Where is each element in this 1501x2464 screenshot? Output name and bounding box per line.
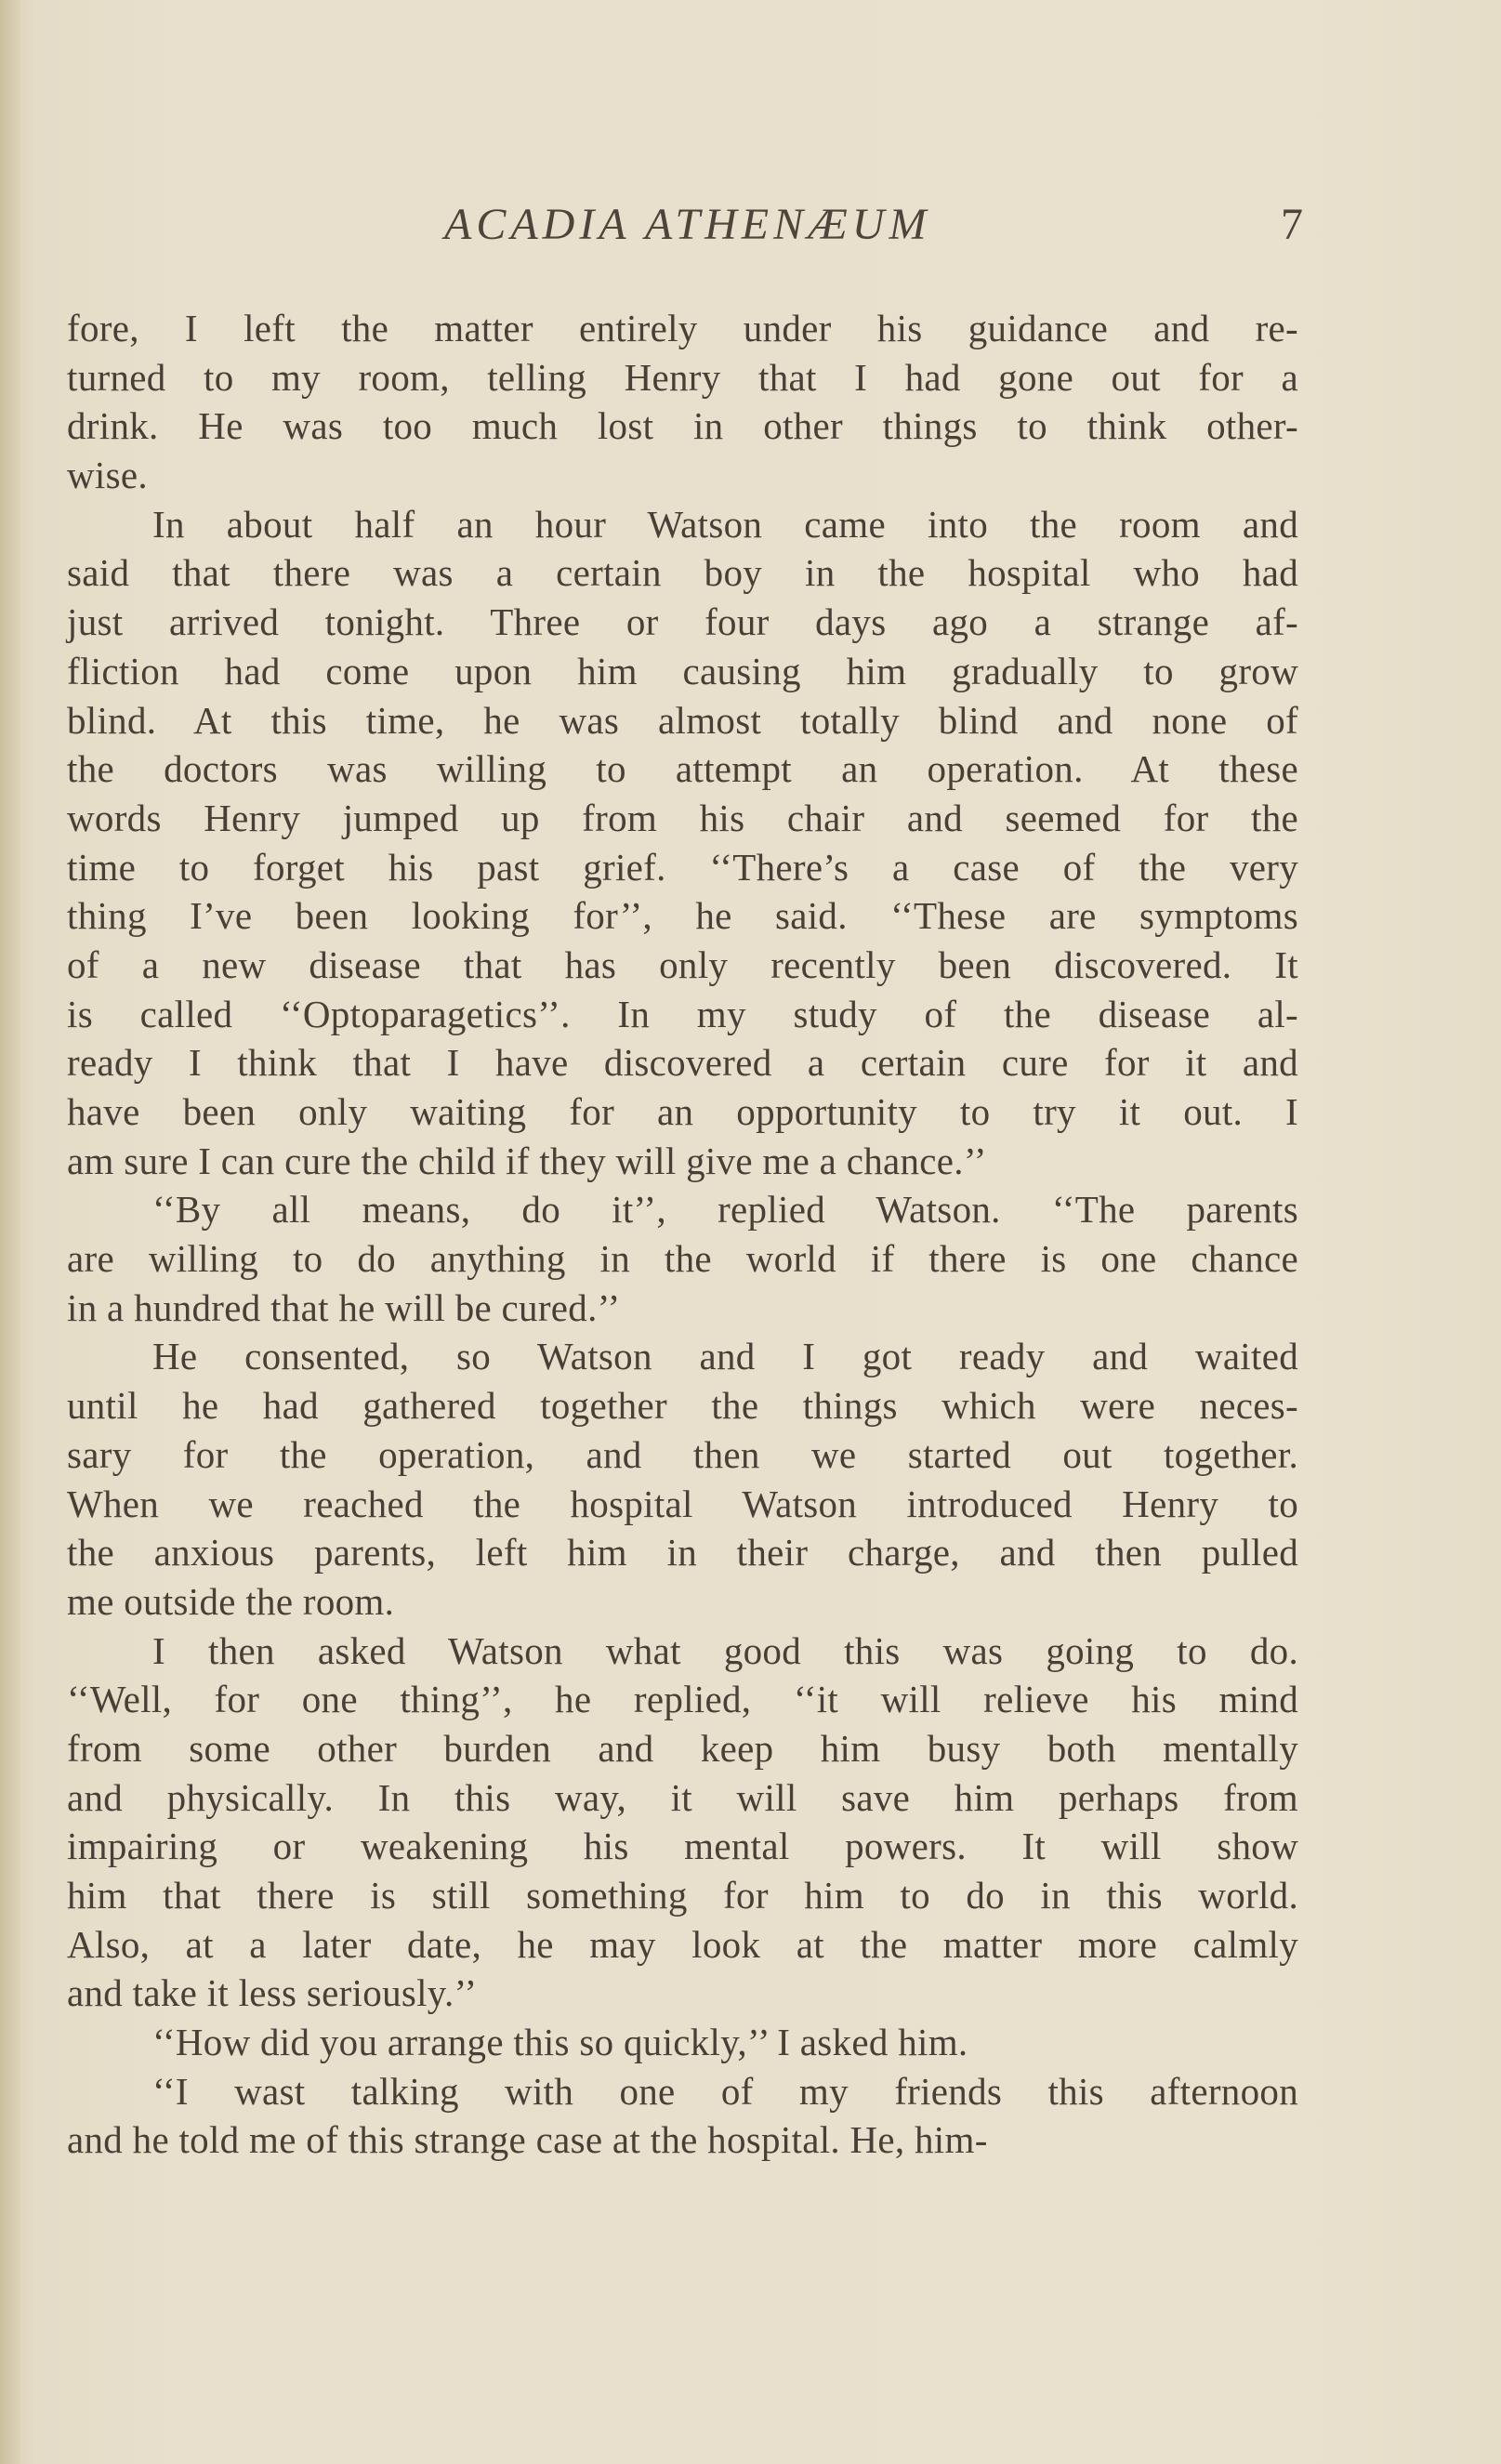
text-line: me outside the room.	[67, 1579, 395, 1623]
text-line: ‘‘How did you arrange this so quickly,’’ I asked him.	[152, 2021, 968, 2064]
text-line: drink. He was too much lost in other things to think other-	[67, 404, 1298, 448]
text-line: When we reached the hospital Watson introduced Henry to	[67, 1482, 1298, 1525]
text-line: and he told me of this strange case at the hospital. He, him-	[67, 2118, 988, 2162]
text-line: am sure I can cure the child if they will give me a chance.’’	[67, 1139, 987, 1182]
text-line: and take it less seriously.’’	[67, 1971, 478, 2015]
text-line: turned to my room, telling Henry that I had gone out for a	[67, 355, 1298, 399]
text-line: from some other burden and keep him busy both mentally	[67, 1726, 1298, 1770]
text-line: the doctors was willing to attempt an operation. At these	[67, 747, 1298, 791]
text-line: is called ‘‘Optoparagetics’’. In my study of the disease al-	[67, 992, 1298, 1035]
text-line: blind. At this time, he was almost totally blind and none of	[67, 698, 1298, 742]
text-line: sary for the operation, and then we started out together.	[67, 1432, 1298, 1476]
body-text	[67, 304, 1298, 2165]
paragraph	[67, 304, 1298, 500]
text-line: ready I think that I have discovered a certain cure for it and	[67, 1041, 1298, 1085]
text-line: in a hundred that he will be cured.’’	[67, 1285, 621, 1329]
text-line: impairing or weakening his mental powers. It will show	[67, 1825, 1298, 1868]
text-line: ‘‘I wast talking with one of my friends this afternoon	[152, 2069, 1298, 2113]
text-line: have been only waiting for an opportunity to try it out. I	[67, 1090, 1298, 1133]
paragraph	[67, 500, 1298, 1186]
text-line: until he had gathered together the things which were neces-	[67, 1384, 1298, 1428]
text-line: just arrived tonight. Three or four days ago a strange af-	[67, 600, 1298, 644]
text-line: him that there is still something for him to do in this world.	[67, 1874, 1298, 1917]
text-line: and physically. In this way, it will save him perhaps from	[67, 1775, 1298, 1819]
paragraph	[67, 2018, 1298, 2067]
paragraph	[67, 1185, 1298, 1332]
text-line: Also, at a later date, he may look at the matter more calmly	[67, 1922, 1298, 1966]
text-line: ‘‘Well, for one thing’’, he replied, ‘‘it will relieve his mind	[67, 1678, 1298, 1721]
running-head-title: ACADIA ATHENÆUM	[444, 200, 931, 249]
text-line: In about half an hour Watson came into the room and	[152, 502, 1298, 546]
text-line: I then asked Watson what good this was going to do.	[152, 1628, 1298, 1672]
text-line: thing I’ve been looking for’’, he said. ‘‘These are symptoms	[67, 894, 1298, 938]
running-head	[0, 199, 1501, 264]
text-line: ‘‘By all means, do it’’, replied Watson. ‘‘The parents	[152, 1188, 1298, 1232]
page-number: 7	[1281, 200, 1303, 249]
paragraph	[67, 2067, 1298, 2165]
page-spine-edge	[0, 0, 20, 2464]
paragraph	[67, 1332, 1298, 1626]
text-line: fore, I left the matter entirely under his guidance and re-	[67, 307, 1298, 349]
text-line: said that there was a certain boy in the hospital who had	[67, 551, 1298, 595]
text-line: wise.	[67, 454, 148, 497]
text-line: the anxious parents, left him in their charge, and then pulled	[67, 1531, 1298, 1575]
text-line: He consented, so Watson and I got ready and waited	[152, 1335, 1298, 1378]
text-line: of a new disease that has only recently been discovered. It	[67, 942, 1298, 986]
text-line: are willing to do anything in the world if there is one chance	[67, 1237, 1298, 1281]
text-line: fliction had come upon him causing him gradually to grow	[67, 649, 1298, 692]
paragraph	[67, 1627, 1298, 2019]
text-line: words Henry jumped up from his chair and seemed for the	[67, 796, 1298, 839]
text-line: time to forget his past grief. ‘‘There’s a case of the very	[67, 845, 1298, 889]
